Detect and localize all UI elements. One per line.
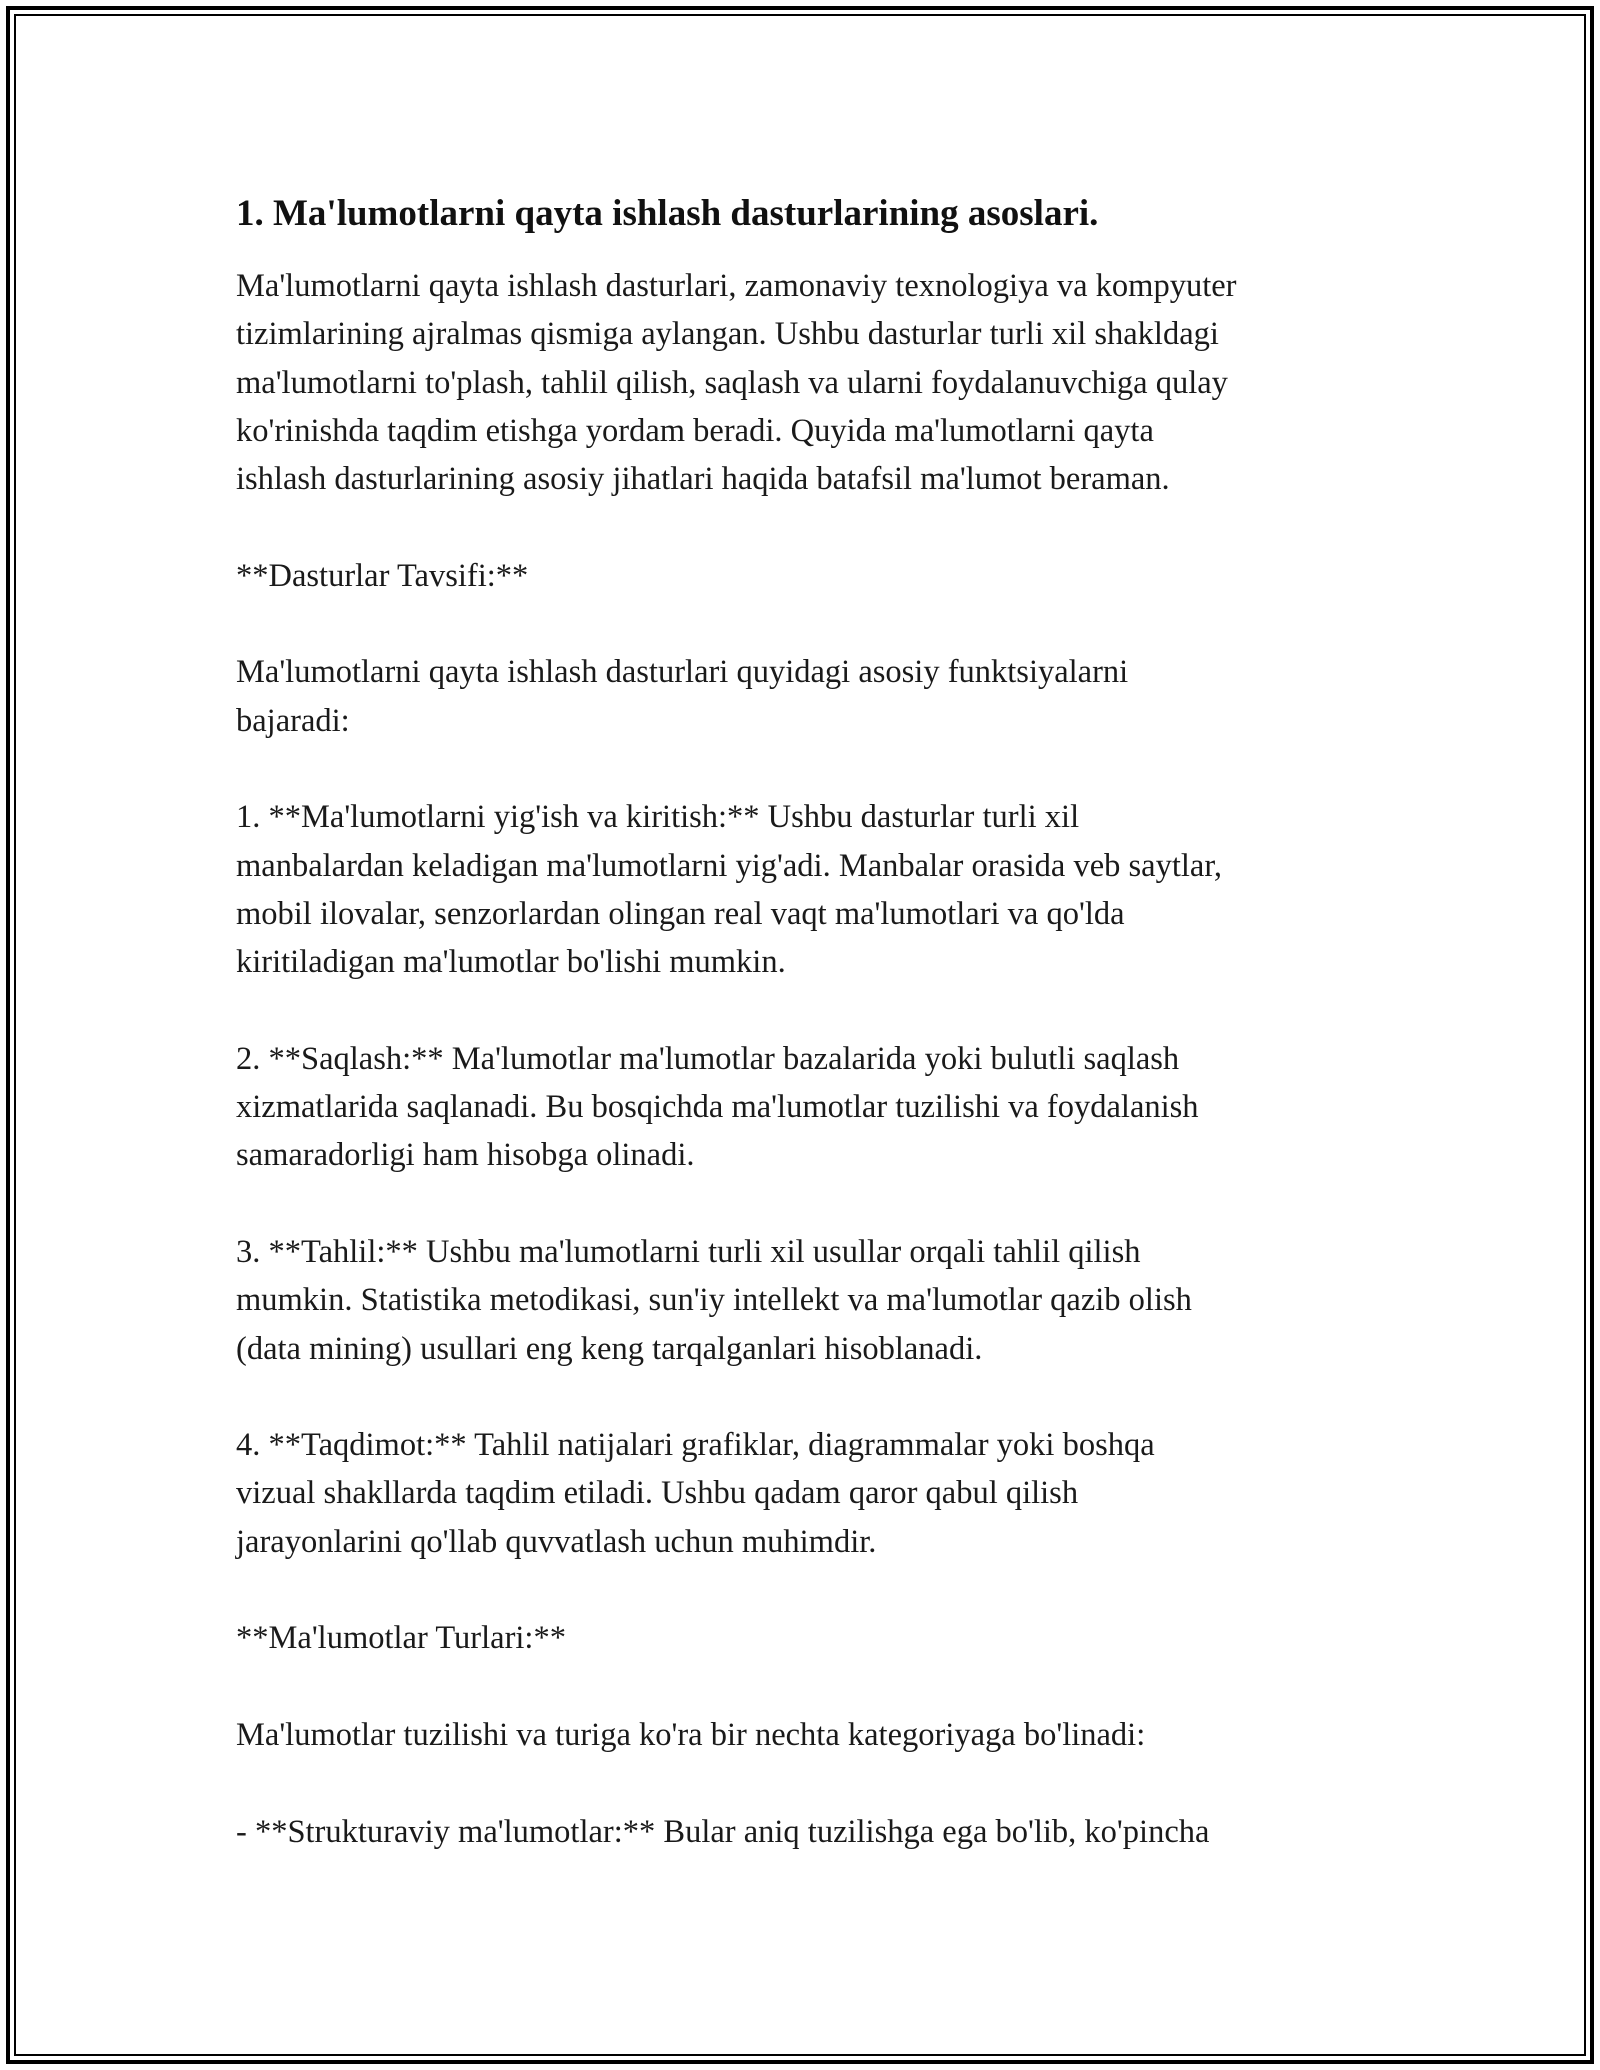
list-item-collection xyxy=(236,793,1386,986)
list-item-analysis xyxy=(236,1228,1386,1373)
text-line: mumkin. Statistika metodikasi, sun'iy intellekt va ma'lumotlar qazib olish xyxy=(236,1282,1192,1319)
text-line: ishlash dasturlarining asosiy jihatlari haqida batafsil ma'lumot beraman. xyxy=(236,461,1170,498)
text-line: bajaradi: xyxy=(236,702,350,739)
text-line: Ma'lumotlarni qayta ishlash dasturlari quyidagi asosiy funktsiyalarni xyxy=(236,654,1129,691)
text-line: **Dasturlar Tavsifi:** xyxy=(236,557,529,594)
text-line: 4. **Taqdimot:** Tahlil natijalari grafiklar, diagrammalar yoki boshqa xyxy=(236,1427,1155,1464)
text-line: ma'lumotlarni to'plash, tahlil qilish, saqlash va ularni foydalanuvchiga qulay xyxy=(236,364,1228,401)
text-line: xizmatlarida saqlanadi. Bu bosqichda ma'lumotlar tuzilishi va foydalanish xyxy=(236,1089,1199,1126)
text-line: 2. **Saqlash:** Ma'lumotlar ma'lumotlar bazalarida yoki bulutli saqlash xyxy=(236,1040,1180,1077)
text-line: Ma'lumotlarni qayta ishlash dasturlari, zamonaviy texnologiya va kompyuter xyxy=(236,268,1237,304)
document-body xyxy=(236,190,1386,1904)
text-line: (data mining) usullari eng keng tarqalganlari hisoblanadi. xyxy=(236,1330,983,1367)
list-item-structured-data xyxy=(236,1808,1386,1856)
section-heading-malumotlar-turlari xyxy=(236,1614,1386,1662)
list-item-storage xyxy=(236,1035,1386,1180)
text-line: 3. **Tahlil:** Ushbu ma'lumotlarni turli xil usullar orqali tahlil qilish xyxy=(236,1233,1141,1270)
text-line: - **Strukturaviy ma'lumotlar:** Bular aniq tuzilishga ega bo'lib, ko'pincha xyxy=(236,1813,1210,1850)
text-line: vizual shakllarda taqdim etiladi. Ushbu qadam qaror qabul qilish xyxy=(236,1475,1079,1512)
text-line: 1. **Ma'lumotlarni yig'ish va kiritish:** Ushbu dasturlar turli xil xyxy=(236,799,1080,836)
text-line: ko'rinishda taqdim etishga yordam beradi. Quyida ma'lumotlarni qayta xyxy=(236,412,1154,449)
paragraph-intro xyxy=(236,262,1386,503)
text-line: tizimlarining ajralmas qismiga aylangan. Ushbu dasturlar turli xil shakldagi xyxy=(236,316,1219,353)
text-line: **Ma'lumotlar Turlari:** xyxy=(236,1620,566,1657)
document-title: 1. Ma'lumotlarni qayta ishlash dasturlarining asoslari. xyxy=(236,193,1099,234)
text-line: samaradorligi ham hisobga olinadi. xyxy=(236,1137,695,1174)
text-line: mobil ilovalar, senzorlardan olingan real vaqt ma'lumotlari va qo'lda xyxy=(236,895,1125,932)
paragraph-types-intro xyxy=(236,1711,1386,1759)
text-line: Ma'lumotlar tuzilishi va turiga ko'ra bir nechta kategoriyaga bo'linadi: xyxy=(236,1716,1146,1753)
paragraph-functions-intro xyxy=(236,648,1386,745)
text-line: kiritiladigan ma'lumotlar bo'lishi mumkin. xyxy=(236,944,786,981)
list-item-presentation xyxy=(236,1421,1386,1566)
section-heading-dasturlar-tavsifi xyxy=(236,552,1386,600)
text-line: jarayonlarini qo'llab quvvatlash uchun muhimdir. xyxy=(236,1523,877,1560)
text-line: manbalardan keladigan ma'lumotlarni yig'adi. Manbalar orasida veb saytlar, xyxy=(236,847,1222,884)
